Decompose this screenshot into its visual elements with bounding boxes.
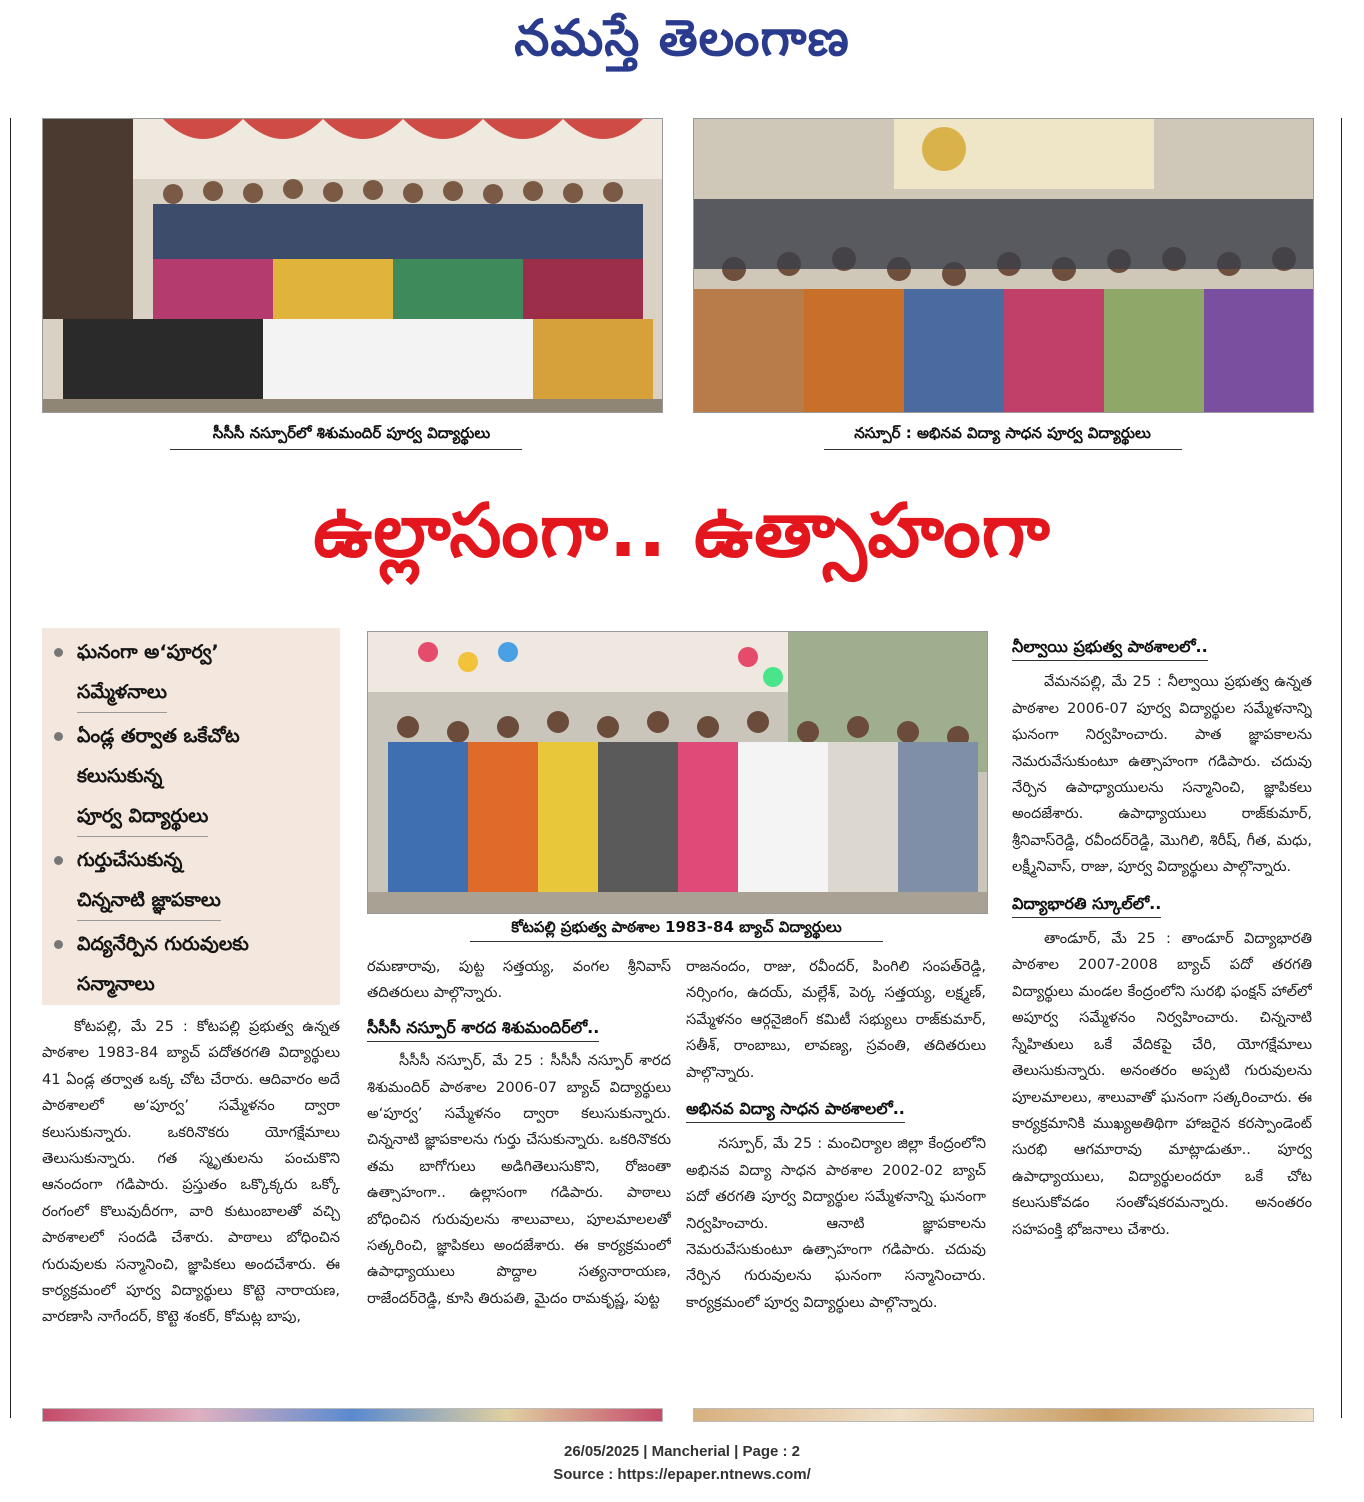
article-paragraph: తాండూర్, మే 25 : తాండూర్ విద్యాభారతి పాఠశాల 2007-2008 బ్యాచ్ పదో తరగతి విద్యార్థులు మండల కేంద్రంలోని సురభి ఫంక్షన్ హాల్‌లో అపూర్వ సమ్మేళనం నిర్వహించారు. చిన్ననాటి స్నేహితులు ఒకే వేదికపై చేరి, యోగక్షేమాలు తెలుసుకున్నారు. అనంతరం అప్పటి గురువులను పూలమాలలు, శాలువాతో ఘనంగా సత్కరించారు. ఈ కార్యక్రమానికి ముఖ్యఅతిథిగా హాజరైన కరస్పాండెంట్ సురభి ఆగమారావు మాట్లాడుతూ.. పూర్వ ఉపాధ్యాయులు, విద్యార్థులందరూ ఒకే చోట కలుసుకోవడం సంతోషకరమన్నారు. అనంతరం సహపంక్తి భోజనాలు చేశారు.	[1012, 930, 1312, 1238]
article-paragraph: రమణారావు, పుట్ట సత్తయ్య, వంగల శ్రీనివాస్ తదితరులు పాల్గొన్నారు.	[367, 958, 671, 1002]
article-paragraph: రాజనందం, రాజు, రవీందర్, పింగిలి సంపత్‌రెడ్డి, నర్సింగం, ఉదయ్, మల్లేశ్, పెర్క సత్తయ్య, లక్ష్మణ్, సమ్మేళనం ఆర్గనైజింగ్ కమిటీ సభ్యులు రాజ్‌కుమార్, సతీశ్, రాంబాబు, లావణ్య, స్రవంతి, తదితరులు పాల్గొన్నారు.	[686, 958, 986, 1081]
group-photo-kotapalli	[367, 631, 988, 914]
caption-underline	[170, 449, 522, 450]
group-photo-shishumandir	[42, 118, 663, 413]
article-paragraph: సీసీసీ నస్పూర్, మే 25 : సీసీసీ నస్పూర్ శారద శిశుమందిర్ పాఠశాల 2006-07 బ్యాచ్ విద్యార్థులు అ‘పూర్వ’ సమ్మేళనం ద్వారా కలుసుకున్నారు. చిన్ననాటి జ్ఞాపకాలను గుర్తు చేసుకున్నారు. ఒకరినొకరు తమ బాగోగులు అడిగితెలుసుకొని, రోజంతా ఉత్సాహంగా.. ఉల్లాసంగా గడిపారు. పాఠాలు బోధించిన గురువులను శాలువాలు, పూలమాలలతో సత్కరించి, జ్ఞాపికలు అందజేశారు. ఈ కార్యక్రమంలో ఉపాధ్యాయులు పొద్దాల సత్యనారాయణ, రాజేందర్‌రెడ్డి, కూసి తిరుపతి, మైదం రామకృష్ణ, పుట్ట	[367, 1052, 671, 1307]
highlight-item: గుర్తుచేసుకున్న చిన్ననాటి జ్ఞాపకాలు	[54, 840, 334, 921]
bullet-icon	[54, 648, 63, 657]
bottom-photo-strip-right	[693, 1408, 1314, 1422]
bullet-icon	[54, 940, 63, 949]
bullet-icon	[54, 732, 63, 741]
caption-kotapalli: కోటపల్లి ప్రభుత్వ పాఠశాల 1983-84 బ్యాచ్ విద్యార్థులు	[511, 918, 842, 936]
highlight-item: విద్యనేర్పిన గురువులకు సన్మానాలు	[54, 924, 334, 1004]
article-column-4	[1012, 634, 1312, 1404]
section-subhead: సీసీసీ నస్పూర్ శారద శిశుమందిర్‌లో..	[367, 1015, 599, 1042]
highlights-box	[42, 628, 340, 1005]
footer-date-line: 26/05/2025 | Mancherial | Page : 2	[563, 1443, 801, 1460]
bullet-icon	[54, 856, 63, 865]
highlight-item: ఘనంగా అ‘పూర్వ’ సమ్మేళనాలు	[54, 632, 334, 713]
article-paragraph: కోటపల్లి, మే 25 : కోటపల్లి ప్రభుత్వ ఉన్నత పాఠశాల 1983-84 బ్యాచ్ పదోతరగతి విద్యార్థులు 41 ఏండ్ల తర్వాత ఒక్క చోట చేరారు. ఆదివారం అదే పాఠశాలలో అ‘పూర్వ’ సమ్మేళనం ద్వారా కలుసుకున్నారు. ఒకరినొకరు యోగక్షేమాలు తెలుసుకున్నారు. గత స్మృతులను పంచుకొని ఆనందంగా గడిపారు. ప్రస్తుతం ఒక్కొక్కరు ఒక్కో రంగంలో కొలువుదీరగా, వారి కుటుంబాలతో వచ్చి పాఠశాలలో సందడి చేశారు. పాఠాలు బోధించిన గురువులకు సన్మానించి, జ్ఞాపికలు అందచేశారు. ఈ కార్యక్రమంలో పూర్వ విద్యార్థులు కొట్టె నారాయణ, వారణాసి నాగేందర్, కొట్టె శంకర్, కోమట్ల బాపు,	[42, 1018, 340, 1326]
article-column-2	[367, 954, 671, 1402]
caption-shishumandir: సీసీసీ నస్పూర్‌లో శిశుమందిర్ పూర్వ విద్యార్థులు	[212, 424, 491, 442]
article-paragraph: నస్పూర్, మే 25 : మంచిర్యాల జిల్లా కేంద్రంలోని అభినవ విద్యా సాధన పాఠశాల 2002-02 బ్యాచ్ పదో తరగతి పూర్వ విద్యార్థుల సమ్మేళనాన్ని ఘనంగా నిర్వహించారు. ఆనాటి జ్ఞాపకాలను నెమరువేసుకుంటూ ఉత్సాహంగా గడిపారు. చదువు నేర్పిన గురువులను ఘనంగా సన్మానించారు. కార్యక్రమంలో పూర్వ విద్యార్థులు పాల్గొన్నారు.	[686, 1135, 986, 1311]
group-photo-illustration	[694, 119, 1313, 412]
caption-underline	[470, 941, 883, 942]
caption-underline	[824, 449, 1182, 450]
footer-source-line: Source : https://epaper.ntnews.com/	[553, 1466, 811, 1483]
bottom-photo-strip-left	[42, 1408, 663, 1422]
section-subhead: అభినవ విద్యా సాధన పాఠశాలలో..	[686, 1096, 905, 1123]
group-photo-illustration	[368, 632, 987, 913]
main-headline: ఉల్లాసంగా.. ఉత్సాహంగా	[313, 488, 1051, 574]
article-column-3	[686, 954, 986, 1402]
right-margin-rule	[1341, 118, 1342, 1418]
left-margin-rule	[10, 118, 11, 1418]
highlight-item: ఏండ్ల తర్వాత ఒకేచోట కలుసుకున్న పూర్వ విద్యార్థులు	[54, 716, 334, 837]
masthead-logo: నమస్తే తెలంగాణ	[514, 8, 850, 67]
section-subhead: విద్యాభారతి స్కూల్‌లో..	[1012, 891, 1161, 918]
group-photo-illustration	[43, 119, 662, 412]
caption-abhinava: నస్పూర్ : అభినవ విద్యా సాధన పూర్వ విద్యార్థులు	[854, 424, 1151, 442]
article-column-1	[42, 1014, 340, 1404]
article-paragraph: వేమనపల్లి, మే 25 : నీల్వాయి ప్రభుత్వ ఉన్నత పాఠశాల 2006-07 పూర్వ విద్యార్థుల సమ్మేళనాన్ని ఘనంగా నిర్వహించారు. పాత జ్ఞాపకాలను నెమరువేసుకుంటూ ఉత్సాహంగా గడిపారు. చదువు నేర్పిన ఉపాధ్యాయులను సన్మానించి, జ్ఞాపికలు అందజేశారు. ఉపాధ్యాయులు రాజ్‌కుమార్, శ్రీనివాస్‌రెడ్డి, రవీందర్‌రెడ్డి, మొగిలి, శిరీష్, గీత, మధు, లక్ష్మీనివాస్, రాజు, పూర్వ విద్యార్థులు పాల్గొన్నారు.	[1012, 673, 1312, 876]
group-photo-abhinava	[693, 118, 1314, 413]
section-subhead: నీల్వాయి ప్రభుత్వ పాఠశాలలో..	[1012, 634, 1208, 661]
